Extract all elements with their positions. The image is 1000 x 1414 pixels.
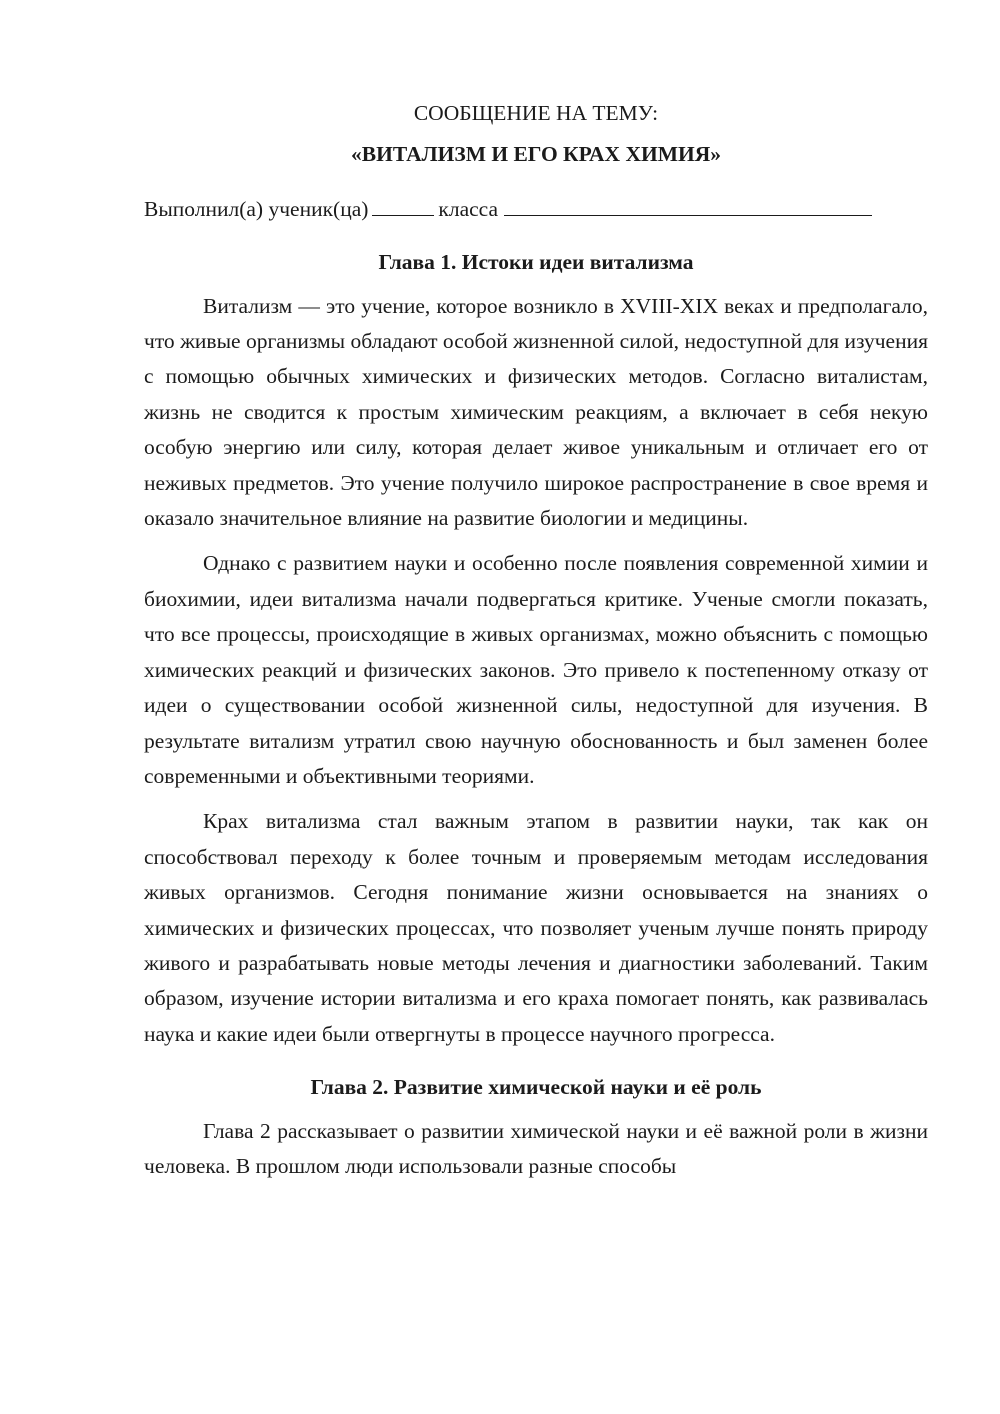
chapter-1-paragraph-1: Витализм — это учение, которое возникло в XVIII-XIX веках и предполагало, что живые организмы обладают особой жизненной силой, недоступной для изучения с помощью обычных химических и физических методов. Согласно виталистам, жизнь не сводится к простым химическим реакциям, а включает в себя некую особую энергию или силу, которая делает живое уникальным и отличает его от неживых предметов. Это учение получило широкое распространение в свое время и оказало значительное влияние на развитие биологии и медицины. xyxy=(144,293,928,531)
document-title-line-2: «ВИТАЛИЗМ И ЕГО КРАХ ХИМИЯ» xyxy=(351,142,721,167)
student-name-blank[interactable] xyxy=(504,195,872,216)
chapter-2-paragraph-1: Глава 2 рассказывает о развитии химической науки и её важной роли в жизни человека. В прошлом люди использовали разные способы xyxy=(144,1118,928,1178)
student-label: Выполнил(а) ученик(ца) xyxy=(144,196,369,221)
class-label: класса xyxy=(438,196,499,221)
student-info-line xyxy=(144,192,928,227)
document-title-line-1: СООБЩЕНИЕ НА ТЕМУ: xyxy=(413,101,659,125)
chapter-2-heading: Глава 2. Развитие химической науки и её роль xyxy=(310,1075,762,1100)
chapter-1-paragraph-2: Однако с развитием науки и особенно после появления современной химии и биохимии, идеи витализма начали подвергаться критике. Ученые смогли показать, что все процессы, происходящие в живых организмах, можно объяснить с помощью химических реакций и физических законов. Это привело к постепенному отказу от идеи о существовании особой жизненной силы, недоступной для изучения. В результате витализм утратил свою научную обоснованность и был заменен более современными и объективными теориями. xyxy=(144,551,928,788)
chapter-1-heading: Глава 1. Истоки идеи витализма xyxy=(378,250,694,275)
document-body xyxy=(144,96,928,1194)
chapter-1-paragraph-3: Крах витализма стал важным этапом в развитии науки, так как он способствовал переходу к более точным и проверяемым методам исследования живых организмов. Сегодня понимание жизни основывается на знаниях о химических и физических процессах, что позволяет ученым лучше понять природу живого и разрабатывать новые методы лечения и диагностики заболеваний. Таким образом, изучение истории витализма и его краха помогает понять, как развивалась наука и какие идеи были отвергнуты в процессе научного прогресса. xyxy=(144,809,928,1046)
class-number-blank[interactable] xyxy=(372,195,434,216)
